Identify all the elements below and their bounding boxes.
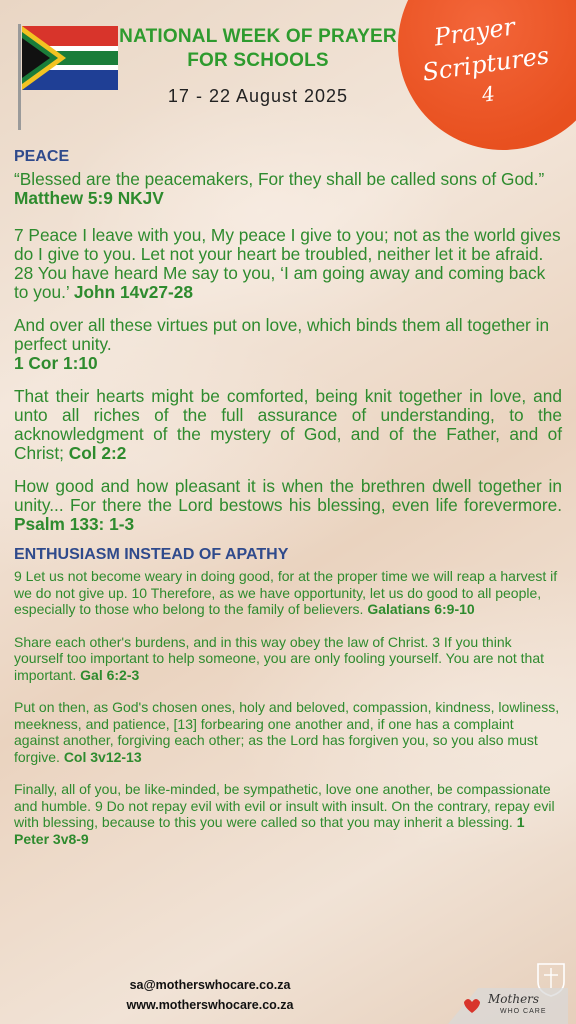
passage: That their hearts might be comforted, being knit together in love, and unto all riches of the full assurance of understanding, to the acknowledgment of the mystery of God, and of the Father, and of Christ; Col 2:2 — [14, 386, 562, 463]
contact-website[interactable]: www.motherswhocare.co.za — [126, 998, 294, 1012]
scripture-reference: Matthew 5:9 NKJV — [14, 188, 164, 208]
section-heading-peace: PEACE — [14, 148, 70, 165]
passage: “Blessed are the peacemakers, For they shall be called sons of God.” Matthew 5:9 NKJV — [14, 169, 545, 208]
passage: And over all these virtues put on love, which binds them all together in perfect unity. 1 Cor 1:10 — [14, 315, 550, 373]
passage: How good and how pleasant it is when the brethren dwell together in unity... For there the Lord bestows his blessing, even life forevermore. Psalm 133: 1-3 — [14, 476, 562, 534]
title-line-2: FOR SCHOOLS — [187, 50, 329, 71]
badge-line-1: Prayer — [432, 12, 517, 52]
title-line-1: NATIONAL WEEK OF PRAYER — [119, 26, 397, 47]
passage: Share each other's burdens, and in this way obey the law of Christ. 3 If you think yourself too important to help someone, you are only fooling yourself. You are not that important. Gal 6:2-3 — [14, 633, 544, 683]
scripture-reference: 1 Cor 1:10 — [14, 353, 98, 373]
scripture-content — [14, 148, 562, 847]
scripture-reference: Gal 6:2-3 — [80, 666, 140, 683]
passage: 7 Peace I leave with you, My peace I give to you; not as the world gives do I give to you. Let not your heart be troubled, neither let it be afraid. 28 You have heard Me say to you, ‘I am going away and coming back to you.’ John 14v27-28 — [14, 225, 561, 302]
contact-email[interactable]: sa@motherswhocare.co.za — [129, 978, 291, 992]
south-africa-flag-icon — [14, 20, 122, 132]
scripture-reference: Psalm 133: 1-3 — [14, 514, 135, 534]
prayer-scriptures-badge — [398, 0, 576, 150]
passage: Finally, all of you, be like-minded, be sympathetic, love one another, be compassionate and humble. 9 Do not repay evil with evil or insult with insult. On the contrary, repay evil with blessing, because to this you were called so that you may inherit a blessing. 1 Peter 3v8-9 — [14, 781, 555, 847]
logo-text: Mothers — [488, 992, 540, 1006]
scripture-reference: 1 Peter 3v8-9 — [14, 814, 525, 847]
mothers-who-care-logo — [448, 982, 568, 1024]
section-heading-enthusiasm: ENTHUSIASM INSTEAD OF APATHY — [14, 546, 289, 563]
passage: Put on then, as God's chosen ones, holy and beloved, compassion, kindness, lowliness, meekness, and patience, [13] forbearing one another and, if one has a complaint against another, forgiving each other; as the Lord has forgiven you, so you also must forgive. Col 3v12-13 — [14, 699, 560, 765]
badge-line-2: Scriptures — [420, 41, 551, 87]
logo-subtext: WHO CARE — [500, 1008, 547, 1015]
scripture-reference: Col 3v12-13 — [63, 748, 142, 765]
scripture-reference: Galatians 6:9-10 — [367, 601, 475, 617]
passage: 9 Let us not become weary in doing good, for at the proper time we will reap a harvest if we do not give up. 10 Therefore, as we have opportunity, let us do good to all people, especially to those who belong to the family of believers. Galatians 6:9-10 — [14, 568, 558, 617]
badge-number: 4 — [480, 81, 497, 107]
scripture-reference: John 14v27-28 — [73, 282, 194, 302]
event-dates: 17 - 22 August 2025 — [167, 86, 349, 106]
scripture-reference: Col 2:2 — [68, 443, 127, 463]
